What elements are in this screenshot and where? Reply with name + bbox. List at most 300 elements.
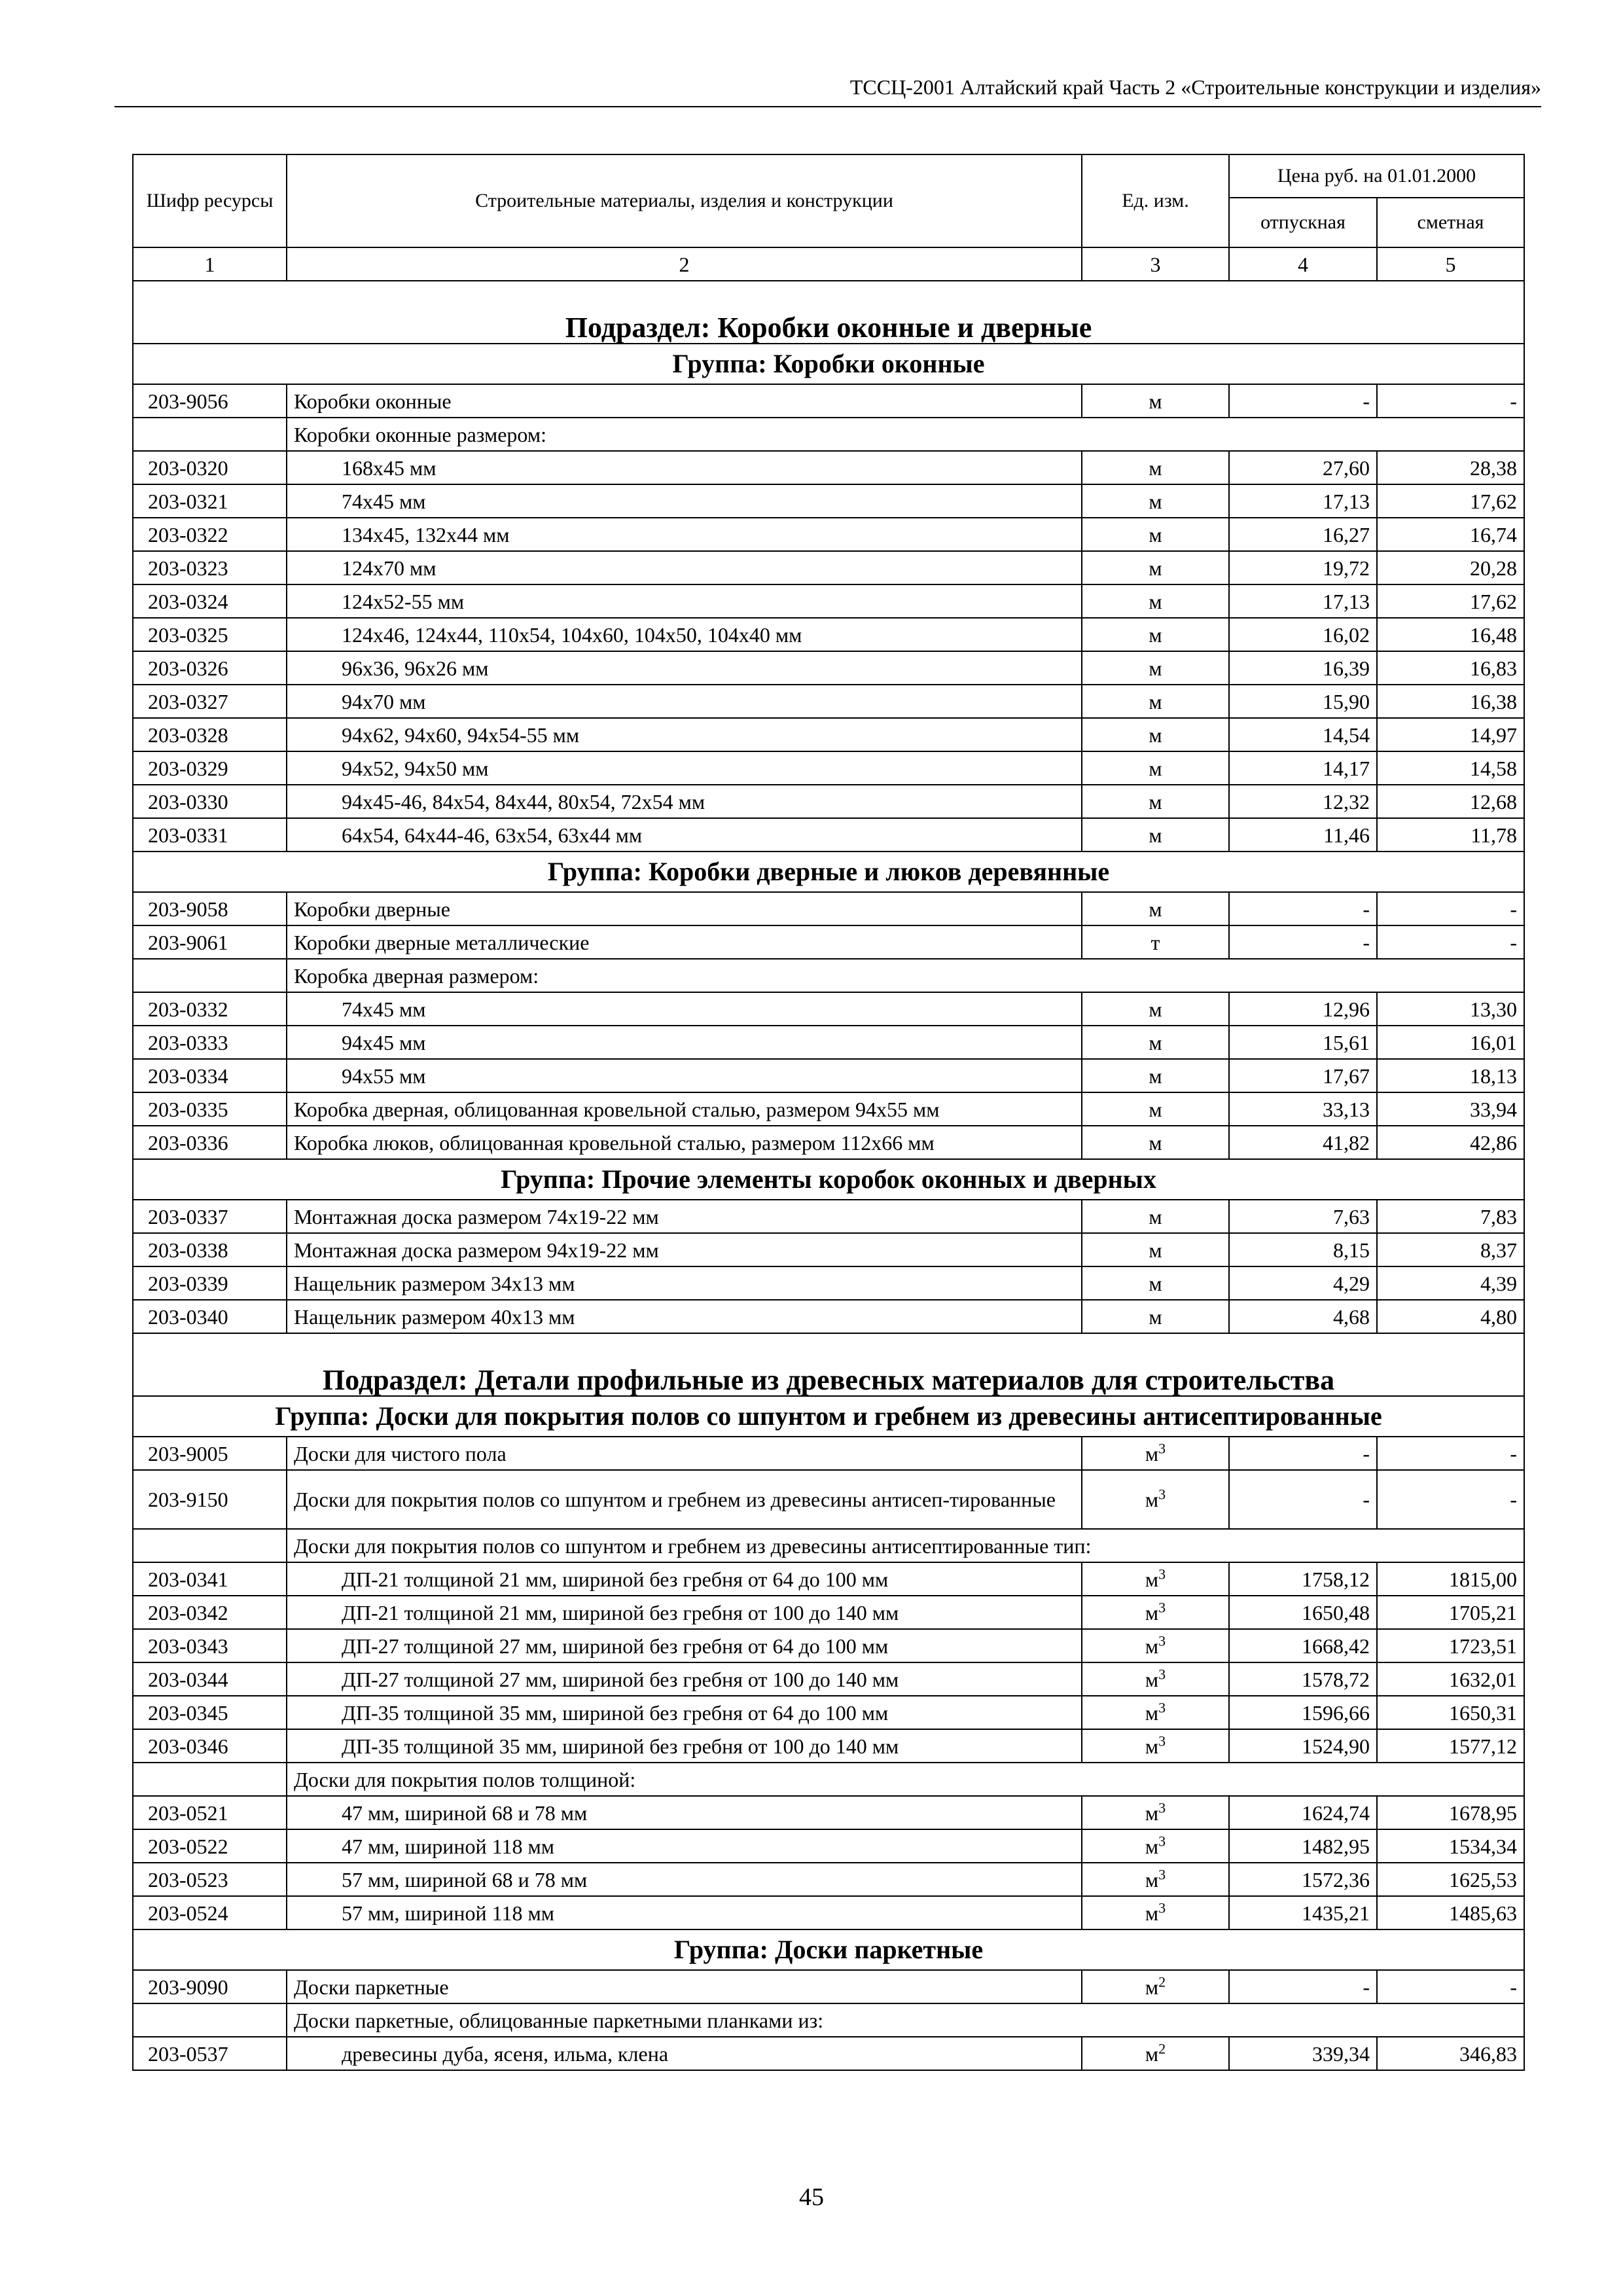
estimate-price: 13,30 xyxy=(1377,992,1524,1026)
unit-exponent: 3 xyxy=(1158,1698,1166,1715)
table-row xyxy=(133,685,1524,718)
unit-cell xyxy=(1082,1970,1229,2003)
release-price: 1482,95 xyxy=(1229,1829,1377,1863)
material-name: 74х45 мм xyxy=(287,484,1082,518)
release-price: - xyxy=(1229,925,1377,959)
unit-cell xyxy=(1082,484,1229,518)
unit-cell xyxy=(1082,518,1229,551)
estimate-price: 18,13 xyxy=(1377,1059,1524,1092)
unit-cell xyxy=(1082,992,1229,1026)
resource-code: 203-9090 xyxy=(133,1970,287,2003)
unit-text: м xyxy=(1145,1441,1159,1465)
estimate-price: - xyxy=(1377,1470,1524,1529)
release-price: 1578,72 xyxy=(1229,1662,1377,1696)
group-row xyxy=(133,1159,1524,1200)
unit-exponent: 3 xyxy=(1158,1899,1166,1916)
material-name: 94х45 мм xyxy=(287,1026,1082,1059)
release-price: 4,68 xyxy=(1229,1300,1377,1333)
table-row xyxy=(133,1233,1524,1266)
table-row xyxy=(133,1829,1524,1863)
table-row xyxy=(133,1629,1524,1662)
column-number-4: 4 xyxy=(1229,247,1377,281)
resource-code: 203-0337 xyxy=(133,1200,287,1233)
estimate-price: 16,83 xyxy=(1377,651,1524,685)
unit-cell xyxy=(1082,925,1229,959)
unit-cell xyxy=(1082,1729,1229,1763)
estimate-price: 12,68 xyxy=(1377,785,1524,818)
column-number-2: 2 xyxy=(287,247,1082,281)
caption-text: Коробка дверная размером: xyxy=(287,959,1524,992)
group-row xyxy=(133,1396,1524,1437)
unit-exponent: 3 xyxy=(1158,1865,1166,1882)
release-price: 27,60 xyxy=(1229,451,1377,484)
caption-text: Доски для покрытия полов толщиной: xyxy=(287,1763,1524,1796)
estimate-price: 11,78 xyxy=(1377,818,1524,852)
material-name: ДП-27 толщиной 27 мм, шириной без гребня от 64 до 100 мм xyxy=(287,1629,1082,1662)
table-row xyxy=(133,1696,1524,1729)
unit-text: т xyxy=(1150,930,1160,954)
unit-cell xyxy=(1082,818,1229,852)
resource-code: 203-0522 xyxy=(133,1829,287,1863)
caption-code-cell xyxy=(133,1529,287,1562)
table-row xyxy=(133,1896,1524,1929)
unit-exponent: 3 xyxy=(1158,1632,1166,1649)
material-name: Нащельник размером 34х13 мм xyxy=(287,1266,1082,1300)
estimate-price: 1625,53 xyxy=(1377,1863,1524,1896)
unit-text: м xyxy=(1149,489,1162,513)
estimate-price: 1650,31 xyxy=(1377,1696,1524,1729)
unit-cell xyxy=(1082,1059,1229,1092)
unit-text: м xyxy=(1145,1634,1159,1658)
unit-text: м xyxy=(1149,1130,1162,1155)
subsection-title: Подраздел: Коробки оконные и дверные xyxy=(133,281,1524,344)
resource-code: 203-0321 xyxy=(133,484,287,518)
table-row xyxy=(133,1470,1524,1529)
unit-text: м xyxy=(1145,1488,1159,1511)
estimate-price: 14,58 xyxy=(1377,751,1524,785)
resource-code: 203-0537 xyxy=(133,2037,287,2070)
group-title: Группа: Доски паркетные xyxy=(133,1929,1524,1970)
unit-text: м xyxy=(1145,1834,1159,1858)
estimate-price: 16,74 xyxy=(1377,518,1524,551)
table-row xyxy=(133,1596,1524,1629)
material-name: Коробки дверные металлические xyxy=(287,925,1082,959)
unit-cell xyxy=(1082,1200,1229,1233)
unit-cell xyxy=(1082,751,1229,785)
header-release-price: отпускная xyxy=(1229,198,1377,247)
column-number-1: 1 xyxy=(133,247,287,281)
unit-cell xyxy=(1082,584,1229,618)
unit-cell xyxy=(1082,2037,1229,2070)
estimate-price: 1577,12 xyxy=(1377,1729,1524,1763)
resource-code: 203-0340 xyxy=(133,1300,287,1333)
unit-text: м xyxy=(1149,389,1162,413)
resource-code: 203-0327 xyxy=(133,685,287,718)
unit-text: м xyxy=(1149,622,1162,647)
material-name: 57 мм, шириной 68 и 78 мм xyxy=(287,1863,1082,1896)
group-title: Группа: Доски для покрытия полов со шпунтом и гребнем из древесины антисептированные xyxy=(133,1396,1524,1437)
resource-code: 203-0339 xyxy=(133,1266,287,1300)
release-price: 1596,66 xyxy=(1229,1696,1377,1729)
table-row xyxy=(133,1437,1524,1470)
table-row xyxy=(133,584,1524,618)
material-name: Монтажная доска размером 94х19-22 мм xyxy=(287,1233,1082,1266)
unit-cell xyxy=(1082,1126,1229,1159)
resource-code: 203-0331 xyxy=(133,818,287,852)
unit-text: м xyxy=(1145,1734,1159,1758)
caption-code-cell xyxy=(133,959,287,992)
release-price: 41,82 xyxy=(1229,1126,1377,1159)
release-price: 17,13 xyxy=(1229,584,1377,618)
unit-cell xyxy=(1082,892,1229,925)
unit-text: м xyxy=(1149,522,1162,547)
release-price: 1650,48 xyxy=(1229,1596,1377,1629)
page-header: ТССЦ-2001 Алтайский край Часть 2 «Строительные конструкции и изделия» xyxy=(115,71,1541,107)
resource-code: 203-9150 xyxy=(133,1470,287,1529)
unit-text: м xyxy=(1149,723,1162,747)
resource-code: 203-0323 xyxy=(133,551,287,584)
material-name: ДП-21 толщиной 21 мм, шириной без гребня от 64 до 100 мм xyxy=(287,1562,1082,1596)
material-name: 94х52, 94х50 мм xyxy=(287,751,1082,785)
table-row xyxy=(133,785,1524,818)
estimate-price: 20,28 xyxy=(1377,551,1524,584)
unit-cell xyxy=(1082,1863,1229,1896)
release-price: 339,34 xyxy=(1229,2037,1377,2070)
unit-exponent: 3 xyxy=(1158,1439,1166,1456)
unit-cell xyxy=(1082,1266,1229,1300)
table-header xyxy=(133,154,1524,281)
material-name: Коробки дверные xyxy=(287,892,1082,925)
estimate-price: 7,83 xyxy=(1377,1200,1524,1233)
unit-cell xyxy=(1082,718,1229,751)
material-name: Доски для чистого пола xyxy=(287,1437,1082,1470)
release-price: 8,15 xyxy=(1229,1233,1377,1266)
resource-code: 203-0335 xyxy=(133,1092,287,1126)
header-code: Шифр ресурсы xyxy=(133,154,287,247)
material-name: Нащельник размером 40х13 мм xyxy=(287,1300,1082,1333)
release-price: 1624,74 xyxy=(1229,1796,1377,1829)
unit-text: м xyxy=(1149,1271,1162,1295)
resource-code: 203-0336 xyxy=(133,1126,287,1159)
release-price: 11,46 xyxy=(1229,818,1377,852)
unit-text: м xyxy=(1149,1064,1162,1088)
unit-text: м xyxy=(1145,1901,1159,1925)
unit-text: м xyxy=(1145,1600,1159,1624)
estimate-price: - xyxy=(1377,925,1524,959)
group-row xyxy=(133,1929,1524,1970)
release-price: 1572,36 xyxy=(1229,1863,1377,1896)
table-row xyxy=(133,518,1524,551)
caption-text: Коробки оконные размером: xyxy=(287,418,1524,451)
resource-code: 203-0521 xyxy=(133,1796,287,1829)
unit-exponent: 3 xyxy=(1158,1732,1166,1749)
resource-code: 203-0330 xyxy=(133,785,287,818)
material-name: Доски для покрытия полов со шпунтом и гребнем из древесины антисеп-тированные xyxy=(287,1470,1082,1529)
caption-row xyxy=(133,2003,1524,2037)
caption-code-cell xyxy=(133,1763,287,1796)
estimate-price: - xyxy=(1377,384,1524,418)
unit-text: м xyxy=(1145,1867,1159,1892)
table-row xyxy=(133,925,1524,959)
estimate-price: 4,39 xyxy=(1377,1266,1524,1300)
page-number: 45 xyxy=(799,2183,824,2211)
estimate-price: 28,38 xyxy=(1377,451,1524,484)
material-name: 168х45 мм xyxy=(287,451,1082,484)
estimate-price: 16,38 xyxy=(1377,685,1524,718)
estimate-price: 1485,63 xyxy=(1377,1896,1524,1929)
release-price: 33,13 xyxy=(1229,1092,1377,1126)
caption-text: Доски для покрытия полов со шпунтом и гребнем из древесины антисептированные тип: xyxy=(287,1529,1524,1562)
table-row xyxy=(133,1662,1524,1696)
resource-code: 203-0324 xyxy=(133,584,287,618)
group-row xyxy=(133,852,1524,892)
unit-cell xyxy=(1082,785,1229,818)
estimate-price: 17,62 xyxy=(1377,484,1524,518)
resource-code: 203-0322 xyxy=(133,518,287,551)
resource-code: 203-0333 xyxy=(133,1026,287,1059)
material-name: Коробка люков, облицованная кровельной сталью, размером 112х66 мм xyxy=(287,1126,1082,1159)
resource-code: 203-0326 xyxy=(133,651,287,685)
unit-text: м xyxy=(1145,1801,1159,1825)
estimate-price: 1534,34 xyxy=(1377,1829,1524,1863)
material-name: 124х46, 124х44, 110х54, 104х60, 104х50, 104х40 мм xyxy=(287,618,1082,651)
material-name: древесины дуба, ясеня, ильма, клена xyxy=(287,2037,1082,2070)
unit-cell xyxy=(1082,1092,1229,1126)
table-row xyxy=(133,484,1524,518)
resource-code: 203-9058 xyxy=(133,892,287,925)
material-name: Коробка дверная, облицованная кровельной сталью, размером 94х55 мм xyxy=(287,1092,1082,1126)
resource-code: 203-0342 xyxy=(133,1596,287,1629)
table-row xyxy=(133,1863,1524,1896)
release-price: 16,39 xyxy=(1229,651,1377,685)
estimate-price: 1678,95 xyxy=(1377,1796,1524,1829)
unit-cell xyxy=(1082,1662,1229,1696)
header-name: Строительные материалы, изделия и конструкции xyxy=(287,154,1082,247)
resource-code: 203-9061 xyxy=(133,925,287,959)
unit-cell xyxy=(1082,551,1229,584)
group-title: Группа: Коробки оконные xyxy=(133,344,1524,384)
unit-text: м xyxy=(1149,1238,1162,1262)
estimate-price: 33,94 xyxy=(1377,1092,1524,1126)
estimate-price: 1723,51 xyxy=(1377,1629,1524,1662)
resource-code: 203-0343 xyxy=(133,1629,287,1662)
unit-text: м xyxy=(1145,1567,1159,1591)
unit-text: м xyxy=(1149,1097,1162,1121)
unit-text: м xyxy=(1149,656,1162,680)
unit-text: м xyxy=(1149,589,1162,613)
estimate-price: 17,62 xyxy=(1377,584,1524,618)
estimate-price: 16,48 xyxy=(1377,618,1524,651)
group-title: Группа: Коробки дверные и люков деревянные xyxy=(133,852,1524,892)
unit-text: м xyxy=(1149,897,1162,921)
release-price: 17,13 xyxy=(1229,484,1377,518)
resource-code: 203-0345 xyxy=(133,1696,287,1729)
unit-text: м xyxy=(1149,1204,1162,1229)
release-price: 14,54 xyxy=(1229,718,1377,751)
unit-text: м xyxy=(1149,997,1162,1021)
material-name: ДП-21 толщиной 21 мм, шириной без гребня от 100 до 140 мм xyxy=(287,1596,1082,1629)
resource-code: 203-0332 xyxy=(133,992,287,1026)
subsection-row xyxy=(133,1333,1524,1396)
material-name: 74х45 мм xyxy=(287,992,1082,1026)
table-row xyxy=(133,1059,1524,1092)
material-name: 94х70 мм xyxy=(287,685,1082,718)
release-price: 12,32 xyxy=(1229,785,1377,818)
subsection-title: Подраздел: Детали профильные из древесных материалов для строительства xyxy=(133,1333,1524,1396)
unit-cell xyxy=(1082,1026,1229,1059)
resource-code: 203-0338 xyxy=(133,1233,287,1266)
group-row xyxy=(133,344,1524,384)
table-row xyxy=(133,1796,1524,1829)
release-price: - xyxy=(1229,1970,1377,2003)
table-row xyxy=(133,818,1524,852)
table-row xyxy=(133,2037,1524,2070)
unit-cell xyxy=(1082,651,1229,685)
estimate-price: 14,97 xyxy=(1377,718,1524,751)
estimate-price: - xyxy=(1377,1437,1524,1470)
caption-text: Доски паркетные, облицованные паркетными планками из: xyxy=(287,2003,1524,2037)
material-name: 57 мм, шириной 118 мм xyxy=(287,1896,1082,1929)
unit-text: м xyxy=(1149,1304,1162,1329)
caption-code-cell xyxy=(133,2003,287,2037)
unit-cell xyxy=(1082,1596,1229,1629)
column-number-3: 3 xyxy=(1082,247,1229,281)
table-row xyxy=(133,1562,1524,1596)
unit-cell xyxy=(1082,1470,1229,1529)
release-price: - xyxy=(1229,1470,1377,1529)
material-name: 47 мм, шириной 68 и 78 мм xyxy=(287,1796,1082,1829)
release-price: 7,63 xyxy=(1229,1200,1377,1233)
unit-cell xyxy=(1082,1896,1229,1929)
estimate-price: 346,83 xyxy=(1377,2037,1524,2070)
estimate-price: 16,01 xyxy=(1377,1026,1524,1059)
release-price: 16,02 xyxy=(1229,618,1377,651)
table-row xyxy=(133,618,1524,651)
release-price: 19,72 xyxy=(1229,551,1377,584)
material-name: 94х45-46, 84х54, 84х44, 80х54, 72х54 мм xyxy=(287,785,1082,818)
resource-code: 203-0523 xyxy=(133,1863,287,1896)
release-price: 1435,21 xyxy=(1229,1896,1377,1929)
material-name: Доски паркетные xyxy=(287,1970,1082,2003)
header-estimate-price: сметная xyxy=(1377,198,1524,247)
estimate-price: 4,80 xyxy=(1377,1300,1524,1333)
table-row xyxy=(133,718,1524,751)
estimate-price: 8,37 xyxy=(1377,1233,1524,1266)
unit-text: м xyxy=(1149,756,1162,780)
material-name: 134х45, 132х44 мм xyxy=(287,518,1082,551)
release-price: 4,29 xyxy=(1229,1266,1377,1300)
table-row xyxy=(133,384,1524,418)
resource-code: 203-0344 xyxy=(133,1662,287,1696)
resource-code: 203-0524 xyxy=(133,1896,287,1929)
unit-cell xyxy=(1082,384,1229,418)
resource-code: 203-9056 xyxy=(133,384,287,418)
subsection-row xyxy=(133,281,1524,344)
unit-cell xyxy=(1082,1562,1229,1596)
release-price: 14,17 xyxy=(1229,751,1377,785)
unit-cell xyxy=(1082,451,1229,484)
unit-exponent: 2 xyxy=(1158,1973,1166,1990)
estimate-price: 1705,21 xyxy=(1377,1596,1524,1629)
table-body xyxy=(133,281,1524,2070)
material-name: ДП-35 толщиной 35 мм, шириной без гребня от 100 до 140 мм xyxy=(287,1729,1082,1763)
caption-row xyxy=(133,959,1524,992)
table-row xyxy=(133,1729,1524,1763)
release-price: 12,96 xyxy=(1229,992,1377,1026)
unit-cell xyxy=(1082,1437,1229,1470)
unit-exponent: 3 xyxy=(1158,1665,1166,1682)
table-row xyxy=(133,551,1524,584)
material-name: ДП-35 толщиной 35 мм, шириной без гребня от 64 до 100 мм xyxy=(287,1696,1082,1729)
table-row xyxy=(133,451,1524,484)
column-number-5: 5 xyxy=(1377,247,1524,281)
unit-cell xyxy=(1082,618,1229,651)
caption-row xyxy=(133,1529,1524,1562)
release-price: - xyxy=(1229,384,1377,418)
material-name: Монтажная доска размером 74х19-22 мм xyxy=(287,1200,1082,1233)
unit-exponent: 3 xyxy=(1158,1565,1166,1582)
estimate-price: 42,86 xyxy=(1377,1126,1524,1159)
caption-row xyxy=(133,418,1524,451)
unit-cell xyxy=(1082,1796,1229,1829)
release-price: 16,27 xyxy=(1229,518,1377,551)
unit-exponent: 3 xyxy=(1158,1799,1166,1816)
material-name: 94х55 мм xyxy=(287,1059,1082,1092)
resource-code: 203-0334 xyxy=(133,1059,287,1092)
material-name: 96х36, 96х26 мм xyxy=(287,651,1082,685)
estimate-price: - xyxy=(1377,892,1524,925)
caption-row xyxy=(133,1763,1524,1796)
resource-code: 203-0320 xyxy=(133,451,287,484)
material-name: 124х70 мм xyxy=(287,551,1082,584)
table-row xyxy=(133,1092,1524,1126)
material-name: ДП-27 толщиной 27 мм, шириной без гребня от 100 до 140 мм xyxy=(287,1662,1082,1696)
release-price: - xyxy=(1229,1437,1377,1470)
release-price: 1668,42 xyxy=(1229,1629,1377,1662)
estimate-price: - xyxy=(1377,1970,1524,2003)
estimate-price: 1815,00 xyxy=(1377,1562,1524,1596)
unit-cell xyxy=(1082,1696,1229,1729)
unit-text: м xyxy=(1149,456,1162,480)
unit-text: м xyxy=(1145,1667,1159,1691)
unit-exponent: 2 xyxy=(1158,2039,1166,2056)
unit-cell xyxy=(1082,1829,1229,1863)
unit-text: м xyxy=(1149,789,1162,814)
header-unit: Ед. изм. xyxy=(1082,154,1229,247)
unit-text: м xyxy=(1149,1030,1162,1054)
table-row xyxy=(133,1200,1524,1233)
unit-exponent: 3 xyxy=(1158,1598,1166,1615)
unit-text: м xyxy=(1145,1975,1159,1999)
unit-text: м xyxy=(1149,556,1162,580)
unit-text: м xyxy=(1149,823,1162,847)
unit-cell xyxy=(1082,1233,1229,1266)
resource-code: 203-9005 xyxy=(133,1437,287,1470)
unit-text: м xyxy=(1149,689,1162,713)
material-name: 64х54, 64х44-46, 63х54, 63х44 мм xyxy=(287,818,1082,852)
unit-cell xyxy=(1082,1300,1229,1333)
material-name: 124х52-55 мм xyxy=(287,584,1082,618)
resource-code: 203-0328 xyxy=(133,718,287,751)
caption-code-cell xyxy=(133,418,287,451)
table-row xyxy=(133,892,1524,925)
release-price: 1758,12 xyxy=(1229,1562,1377,1596)
unit-exponent: 3 xyxy=(1158,1486,1166,1503)
release-price: 15,61 xyxy=(1229,1026,1377,1059)
table-row xyxy=(133,751,1524,785)
table-row xyxy=(133,1970,1524,2003)
table-row xyxy=(133,1126,1524,1159)
